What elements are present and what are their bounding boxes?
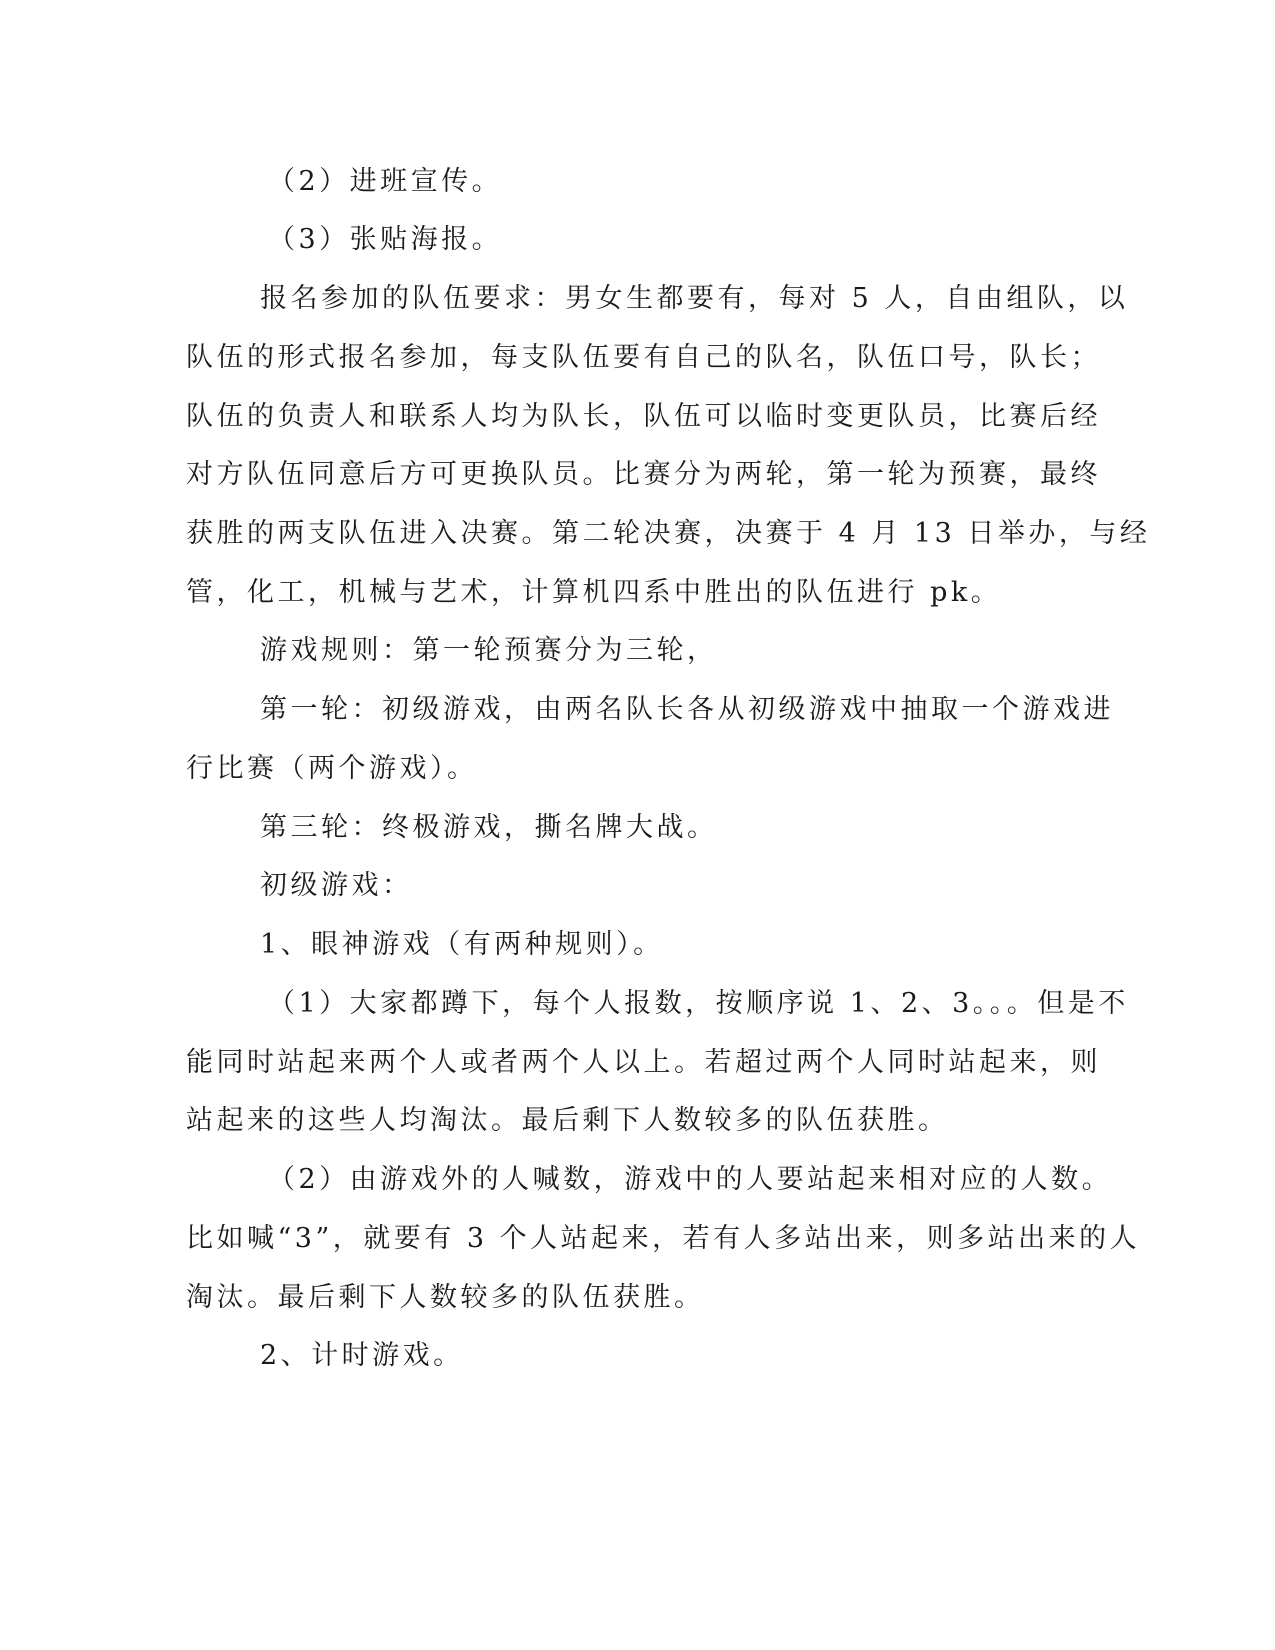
paragraph-line: 管，化工，机械与艺术，计算机四系中胜出的队伍进行 pk。 — [186, 577, 1002, 608]
paragraph-line: 队伍的负责人和联系人均为队长，队伍可以临时变更队员，比赛后经 — [186, 401, 1101, 432]
paragraph-line: （1）大家都蹲下，每个人报数，按顺序说 1、2、3。。。但是不 — [268, 988, 1129, 1019]
paragraph-line: 淘汰。最后剩下人数较多的队伍获胜。 — [186, 1282, 705, 1313]
paragraph-line: 能同时站起来两个人或者两个人以上。若超过两个人同时站起来，则 — [186, 1047, 1101, 1078]
paragraph-line: 队伍的形式报名参加，每支队伍要有自己的队名，队伍口号，队长； — [186, 342, 1101, 373]
paragraph-line: 报名参加的队伍要求：男女生都要有，每对 5 人，自由组队，以 — [260, 283, 1129, 314]
paragraph-line: 获胜的两支队伍进入决赛。第二轮决赛，决赛于 4 月 13 日举办，与经 — [186, 518, 1151, 549]
paragraph-line: （2）进班宣传。 — [268, 166, 503, 197]
paragraph-line: （3）张贴海报。 — [268, 224, 503, 255]
paragraph-line: 游戏规则：第一轮预赛分为三轮， — [260, 635, 718, 666]
paragraph-line: 1、眼神游戏（有两种规则）。 — [260, 929, 664, 960]
paragraph-line: 2、计时游戏。 — [260, 1340, 464, 1371]
paragraph-line: 对方队伍同意后方可更换队员。比赛分为两轮，第一轮为预赛，最终 — [186, 459, 1101, 490]
paragraph-line: 第一轮：初级游戏，由两名队长各从初级游戏中抽取一个游戏进 — [260, 694, 1114, 725]
paragraph-line: 第三轮：终极游戏，撕名牌大战。 — [260, 812, 718, 843]
paragraph-line: 行比赛（两个游戏）。 — [186, 753, 478, 784]
paragraph-line: （2）由游戏外的人喊数，游戏中的人要站起来相对应的人数。 — [268, 1164, 1113, 1195]
paragraph-line: 比如喊“3”，就要有 3 个人站起来，若有人多站出来，则多站出来的人 — [186, 1223, 1141, 1254]
paragraph-line: 站起来的这些人均淘汰。最后剩下人数较多的队伍获胜。 — [186, 1105, 949, 1136]
paragraph-line: 初级游戏： — [260, 870, 413, 901]
